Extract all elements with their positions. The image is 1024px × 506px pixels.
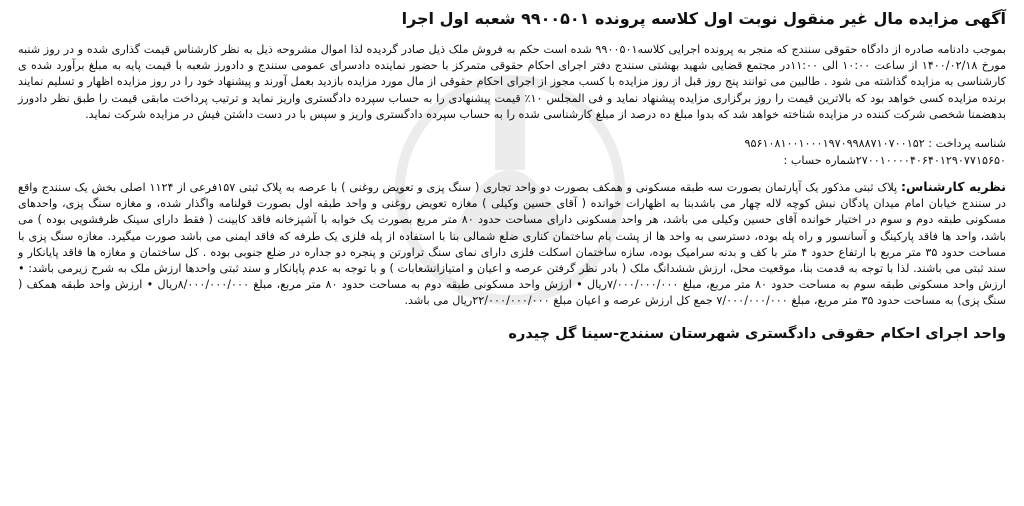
payment-id-label: شناسه پرداخت : — [928, 137, 1006, 151]
expert-opinion-heading: نظریه کارشناس: — [900, 179, 1006, 195]
expert-opinion-body: پلاک ثبتی مذکور یک آپارتمان بصورت سه طبقه مسکونی و همکف بصورت دو واحد تجاری ( سنگ پزی و تعویض روغنی ) با عرصه به پلاک ثبتی ۱۵۷فرعی از ۱۱۲۴ اصلی بخش یک سنندج واقع در سنندج خیابان امام میدان پادگان نبش کوچه لاله چهار می باشدبنا به اظهارات خوانده ( آقای حسین وکیلی ) مغازه تعویض روغنی و واحد طبقه اول بصورت قولنامه واگذار شده، و مغازه سنگ پزی، واحدهای مسکونی طبقه دوم و سوم در اختیار خوانده آقای حسین وکیلی می باشد، هر واحد مسکونی دارای مساحت حدود ۸۰ متر مربع بصورت یک خوابه با آشپزخانه فاقد کابینت ( فقط دارای سینک ظرفشویی بوده ) می باشد، واحد ها فاقد پارکینگ و آسانسور و راه پله بوده، دسترسی به واحد ها از پشت بام ساختمان کناری ضلع شمالی بنا با استفاده از پله فلزی یک طرفه که فاقد ایمنی می باشد صورت میگیرد. مغازه سنگ پزی با مساحت حدود ۳۵ متر مربع با ارتفاع حدود ۴ متر با کف و بدنه سرامیک بوده، سازه ساختمان اسکلت فلزی دارای نمای سنگ تراورتن و پنجره دو جداره در ضلع جنوبی بوده . کل ساختمان و مغازه ها فاقد پایانکار و سند ثبتی می باشند. لذا با توجه به قدمت بنا، موقعیت محل، ارزش ششدانگ ملک ( بادر نظر گرفتن عرصه و اعیان و امتیازانشعابات ) و با توجه به عدم پایانکار و سند ثبتی واحدها ارزش ملک به شرح زیرمی باشد: • ارزش واحد مسکونی طبقه سوم به مساحت حدود ۸۰ متر مربع، مبلغ ۷/۰۰۰/۰۰۰/۰۰۰ریال • ارزش واحد مسکونی طبقه دوم به مساحت حدود ۸۰ متر مربع، مبلغ ۸/۰۰۰/۰۰۰/۰۰۰ریال • ارزش واحد طبقه همکف ( سنگ پزی) به مساحت حدود ۳۵ متر مربع، مبلغ ۷/۰۰۰/۰۰۰/۰۰۰ جمع کل ارزش عرصه و اعیان مبلغ ۲۲/۰۰۰/۰۰۰/۰۰۰ریال می باشد. — [18, 181, 1006, 308]
page-title: آگهی مزایده مال غیر منقول نوبت اول کلاسه پرونده ۹۹۰۰۵۰۱ شعبه اول اجرا — [401, 9, 1006, 28]
intro-paragraph: بموجب دادنامه صادره از دادگاه حقوقی سنندج که منجر به پرونده اجرایی کلاسه۹۹۰۰۵۰۱ شده است حکم به فروش ملک ذیل صادر گردیده لذا اموال مشروحه ذیل به نظر کارشناس قیمت گذاری شده و در روز شنبه مورخ ۱۴۰۰/۰۲/۱۸ از ساعت ۱۰:۰۰ الی ۱۱:۰۰در مجتمع قضایی شهید بهشتی سنندج دفتر اجرای احکام حقوقی متمرکز با حضور نماینده دادسرای عمومی سنندج و دادورز شعبه با قیمت پایه به مبلغ برآورد شده ی کارشناسی به مزایده گذاشته می شود . طالبین می توانند پنج روز قبل از روز مزایده با کسب مجوز از اجرای احکام حقوقی از مال مورد مزایده بازدید بعمل آورند و پیشنهاد خود را در روز مزایده اظهار و تسلیم نمایند برنده مزایده کسی خواهد بود که بالاترین قیمت را روز برگزاری مزایده پیشنهاد نماید و فی المجلس ۱۰٪ قیمت پیشنهادی را به حساب سپرده دادگستری واریز نماید و ترتیب پرداخت مابقی قیمت را طبق نظر دادورز بدهضمنا شخصی شرکت کننده در مزایده شناخته خواهد شد که بدوا مبلغ ده درصد از مبلغ کارشناسی شده را به حساب سپرده دادگستری واریز و سپس با در دست داشتن فیش در مزایده شرکت نماید. — [18, 43, 1007, 121]
payment-id-row — [18, 135, 1006, 152]
payment-id-value: ۹۵۶۱۰۸۱۰۰۱۰۰۰۱۹۷۰۹۹۸۸۷۱۰۷۰۰۱۵۲ — [744, 137, 925, 151]
footer-signature: واحد اجرای احکام حقوقی دادگستری شهرستان سنندج-سینا گل چیدره — [508, 325, 1006, 342]
expert-opinion — [18, 179, 1006, 310]
account-number-value: ۲۷۰۰۱۰۰۰۰۴۰۶۴۰۱۲۹۰۷۷۱۵۶۵۰ — [855, 154, 1006, 168]
account-row — [18, 152, 1006, 169]
account-number-label: شماره حساب : — [783, 154, 856, 168]
